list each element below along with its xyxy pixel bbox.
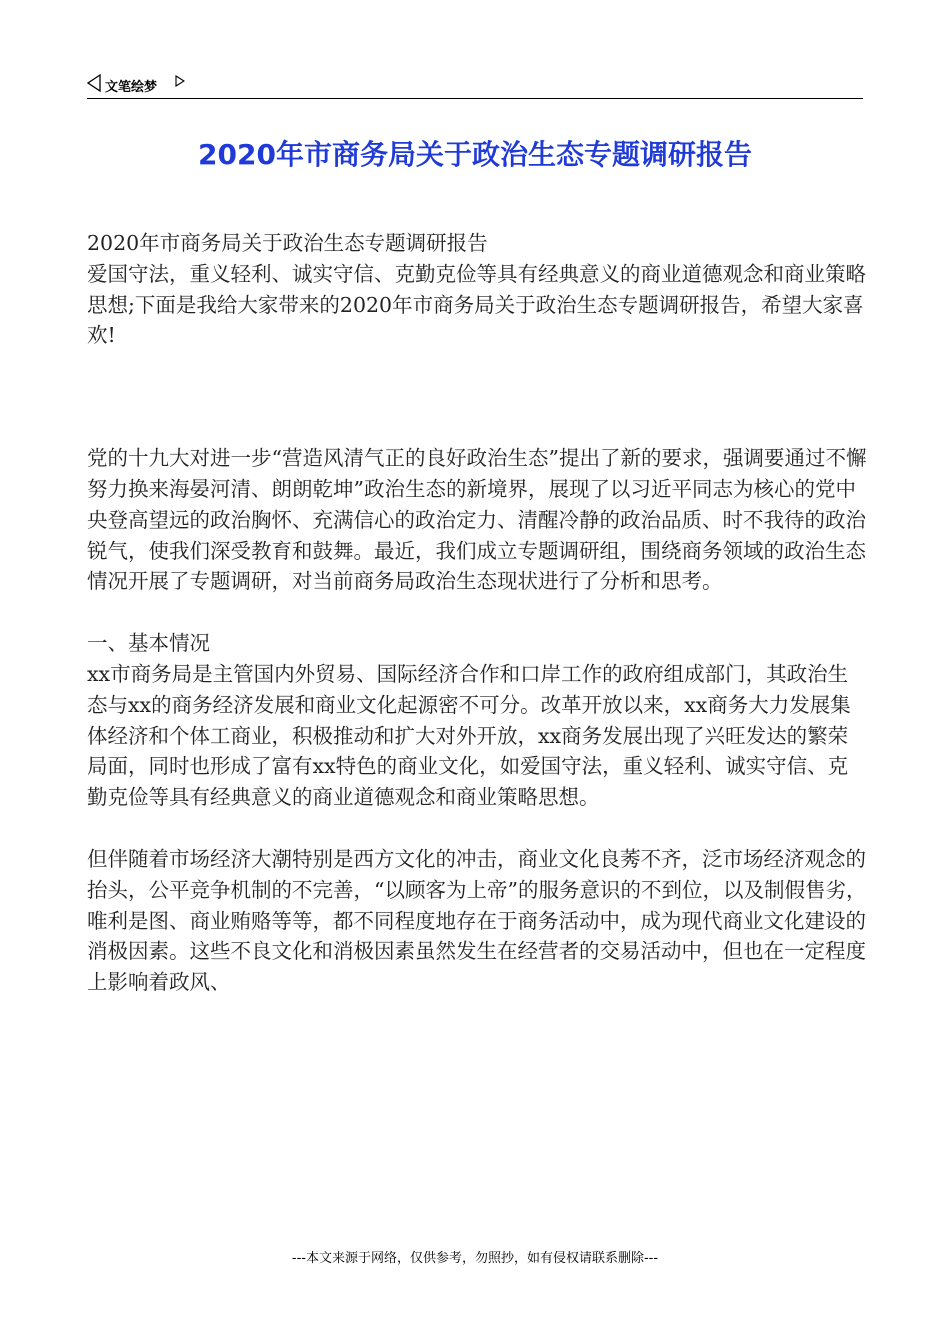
brand-label: 文笔绘梦 (105, 80, 158, 95)
triangle-right-icon (175, 75, 185, 87)
section-heading: 一、基本情况 (87, 631, 210, 656)
spacer (87, 813, 867, 844)
paragraph-3: 但伴随着市场经济大潮特别是西方文化的冲击，商业文化良莠不齐，泛市场经济观念的抬头，公平竞争机制的不完善，“以顾客为上帝”的服务意识的不到位，以及制假售劣，唯利是图、商业贿赂等等，都不同程度地存在于商务活动中，成为现代商业文化建设的消极因素。这些不良文化和消极因素虽然发生在经营者的交易活动中，但也在一定程度上影响着政风、 (87, 846, 867, 995)
spacer (87, 597, 867, 628)
document-body (87, 228, 867, 998)
triangle-left-icon (87, 74, 101, 92)
intro-subtitle: 2020年市商务局关于政治生态专题调研报告 (87, 231, 488, 255)
page-header (87, 74, 863, 99)
paragraph-1: 党的十九大对进一步“营造风清气正的良好政治生态”提出了新的要求，强调要通过不懈努力换来海晏河清、朗朗乾坤”政治生态的新境界，展现了以习近平同志为核心的党中央登高望远的政治胸怀、充满信心的政治定力、清醒冷静的政治品质、时不我待的政治锐气，使我们深受教育和鼓舞。最近，我们成立专题调研组，围绕商务领域的政治生态情况开展了专题调研，对当前商务局政治生态现状进行了分析和思考。 (87, 446, 867, 594)
paragraph-2: xx市商务局是主管国内外贸易、国际经济合作和口岸工作的政府组成部门，其政治生态与xx的商务经济发展和商业文化起源密不可分。改革开放以来，xx商务大力发展集体经济和个体工商业，积极推动和扩大对外开放，xx商务发展出现了兴旺发达的繁荣局面，同时也形成了富有xx特色的商业文化，如爱国守法，重义轻利、诚实守信、克勤克俭等具有经典意义的商业道德观念和商业策略思想。 (87, 661, 851, 810)
spacer (87, 351, 867, 443)
footer-note: ---本文来源于网络，仅供参考，勿照抄，如有侵权请联系删除--- (291, 1251, 659, 1266)
document-title: 2020年市商务局关于政治生态专题调研报告 (198, 138, 752, 171)
intro-lead: 爱国守法，重义轻利、诚实守信、克勤克俭等具有经典意义的商业道德观念和商业策略思想;下面是我给大家带来的2020年市商务局关于政治生态专题调研报告，希望大家喜欢! (87, 261, 866, 348)
